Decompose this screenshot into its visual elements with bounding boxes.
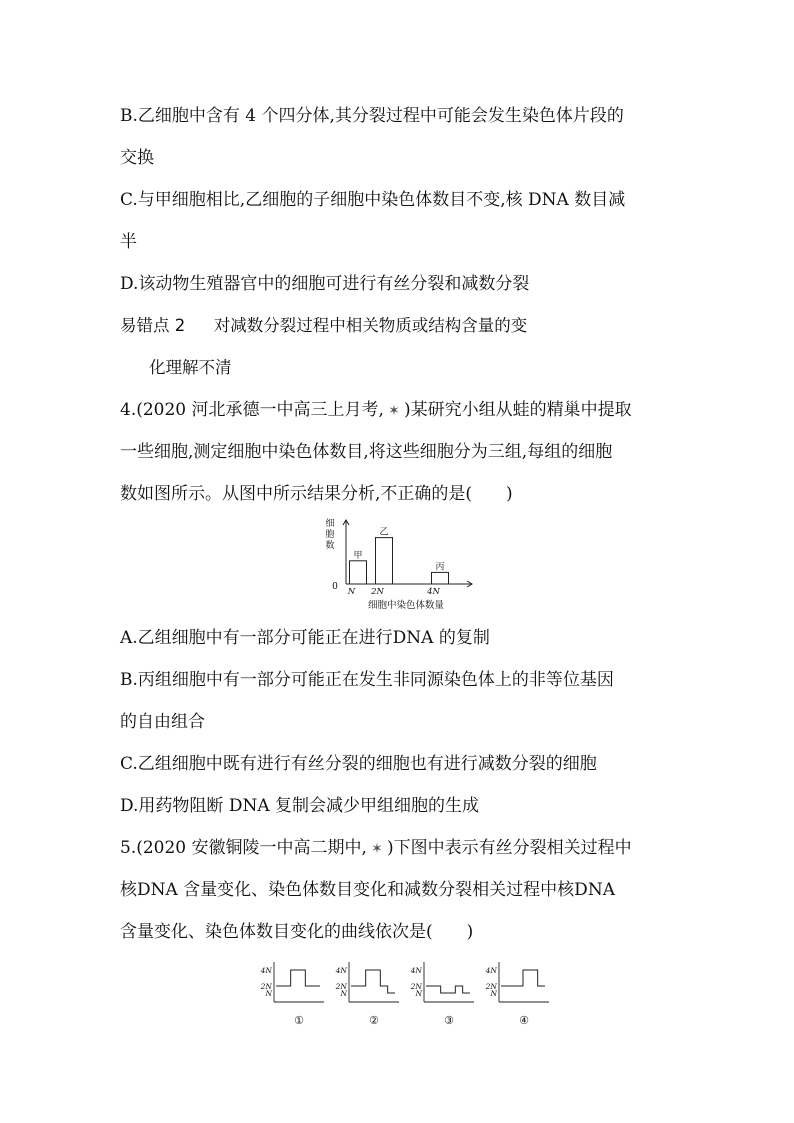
panel-label: ① [294, 1014, 304, 1027]
q5-stem-line2: 核DNA 含量变化、染色体数目变化和减数分裂相关过程中核DNA [120, 880, 615, 900]
q4-stem-prefix: 4.(2020 河北承德一中高三上月考, [120, 400, 384, 420]
q5-stem-line3-close: ) [466, 922, 474, 942]
bar-label: 乙 [379, 527, 389, 538]
panel-y-tick-label: 4N [335, 966, 347, 975]
y-axis-label-char: 细 [325, 519, 335, 529]
curve-panel-1 [260, 962, 324, 1027]
panel-curve [351, 970, 395, 993]
bar-甲 [350, 561, 367, 584]
x-tick-label: 4N [427, 587, 440, 597]
q3-option-c-line1: C.与甲细胞相比,乙细胞的子细胞中染色体数目不变,核 DNA 数目减 [120, 190, 626, 210]
q5-curve-panels [254, 958, 554, 1030]
panel-y-tick-label: N [265, 989, 272, 998]
q4-stem-line1 [120, 398, 632, 423]
origin-label: 0 [332, 582, 338, 592]
curve-panel-3 [410, 962, 474, 1027]
q3-option-b-line1: B.乙细胞中含有 4 个四分体,其分裂过程中可能会发生染色体片段的 [120, 106, 624, 126]
q4-option-b-line1: B.丙组细胞中有一部分可能正在发生非同源染色体上的非等位基因 [120, 670, 614, 690]
panel-curve [501, 970, 545, 986]
bar-label: 甲 [353, 550, 363, 561]
q3-option-c-line2: 半 [120, 232, 137, 252]
q4-stem-suffix: )某研究小组从蛙的精巢中提取 [403, 400, 632, 420]
x-tick-label: N [347, 587, 356, 597]
q4-option-c: C.乙组细胞中既有进行有丝分裂的细胞也有进行减数分裂的细胞 [120, 754, 597, 774]
error-point-text: 对减数分裂过程中相关物质或结构含量的变 [213, 316, 528, 335]
panel-label: ③ [444, 1014, 454, 1027]
q3-option-b-line2: 交换 [120, 148, 154, 168]
q4-option-b-line2: 的自由组合 [120, 712, 205, 732]
panel-y-tick-label: 2N [410, 982, 422, 991]
panel-y-tick-label: 2N [260, 982, 272, 991]
difficulty-star-icon: ✶ [388, 403, 400, 419]
x-axis-label: 细胞中染色体数量 [367, 600, 445, 611]
panel-y-tick-label: N [415, 989, 422, 998]
error-point-heading [120, 314, 527, 338]
panel-y-tick-label: 4N [410, 966, 422, 975]
error-point-text-line2: 化理解不清 [149, 358, 232, 377]
q5-stem-suffix: )下图中表示有丝分裂相关过程中 [386, 838, 632, 858]
difficulty-star-icon: ✶ [371, 841, 383, 857]
q4-option-d: D.用药物阻断 DNA 复制会减少甲组细胞的生成 [120, 796, 480, 816]
y-axis-label-char: 胞 [325, 530, 335, 540]
panel-y-tick-label: N [490, 989, 497, 998]
panel-y-tick-label: 4N [485, 966, 497, 975]
q3-option-d: D.该动物生殖器官中的细胞可进行有丝分裂和减数分裂 [120, 274, 530, 294]
q5-stem-prefix: 5.(2020 安徽铜陵一中高二期中, [120, 838, 367, 858]
x-tick-label: 2N [371, 587, 384, 597]
q5-stem-line3 [120, 920, 473, 944]
bar-label: 丙 [435, 562, 445, 573]
q5-stem-line3-text: 含量变化、染色体数目变化的曲线依次是( [120, 922, 433, 942]
q4-bar-chart [318, 516, 488, 616]
q4-stem-line3 [120, 482, 513, 506]
panel-label: ② [369, 1014, 379, 1027]
q4-stem-line3-close: ) [506, 484, 513, 504]
panel-curve [426, 986, 470, 993]
panel-label: ④ [519, 1014, 529, 1027]
bar-乙 [376, 538, 393, 584]
curve-panel-4 [485, 962, 549, 1027]
panel-y-tick-label: 2N [485, 982, 497, 991]
panel-y-tick-label: N [340, 989, 347, 998]
bar-丙 [432, 572, 449, 584]
q4-stem-line2: 一些细胞,测定细胞中染色体数目,将这些细胞分为三组,每组的细胞 [120, 442, 613, 462]
q5-stem-line1 [120, 836, 632, 861]
panel-curve [276, 970, 320, 986]
q4-option-a: A.乙组细胞中有一部分可能正在进行DNA 的复制 [120, 628, 490, 648]
error-point-label: 易错点 2 [120, 316, 186, 335]
q4-stem-line3-text: 数如图所示。从图中所示结果分析,不正确的是( [120, 484, 473, 504]
panel-y-tick-label: 4N [260, 966, 272, 975]
curve-panel-2 [335, 962, 399, 1027]
y-axis-label-char: 数 [325, 541, 335, 551]
panel-y-tick-label: 2N [335, 982, 347, 991]
